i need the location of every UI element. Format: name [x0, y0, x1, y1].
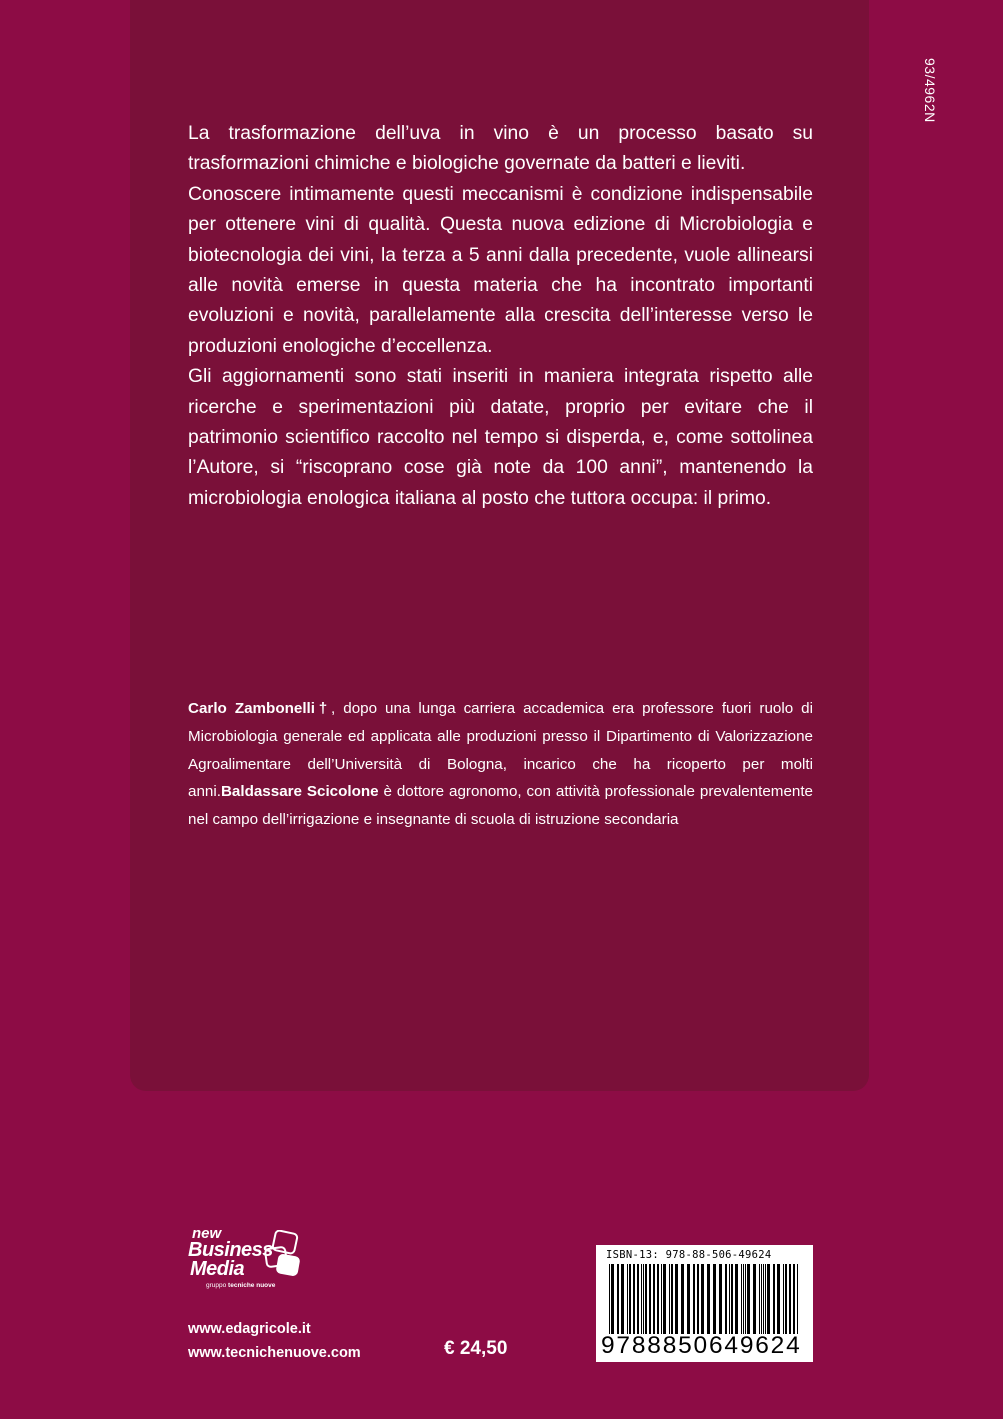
barcode-bar	[693, 1264, 695, 1334]
logo-tagline	[206, 1282, 275, 1290]
barcode-bar	[753, 1264, 756, 1334]
barcode-bar	[611, 1264, 614, 1334]
barcode-bar	[763, 1264, 764, 1334]
logo-text-new: new	[192, 1225, 222, 1242]
description-paragraph-1: La trasformazione dell’uva in vino è un processo basato su trasformazioni chimiche e biologiche governate da batteri e lieviti.	[188, 123, 813, 175]
barcode-bar	[729, 1264, 730, 1334]
barcode-box	[596, 1245, 813, 1362]
barcode-bar	[609, 1264, 610, 1334]
barcode-bar	[713, 1264, 716, 1334]
barcode-bar	[747, 1264, 750, 1334]
barcode-bar	[797, 1264, 798, 1334]
barcode-bar	[725, 1264, 727, 1334]
barcode-bar	[637, 1264, 639, 1334]
barcode-bar	[649, 1264, 651, 1334]
barcode-bar	[633, 1264, 635, 1334]
catalog-code: 93/4962N	[922, 58, 938, 123]
barcode-bar	[629, 1264, 631, 1334]
barcode-bar	[627, 1264, 628, 1334]
author-bios	[188, 695, 813, 834]
barcode-bar	[759, 1264, 760, 1334]
barcode-bar	[719, 1264, 722, 1334]
barcode-bar	[697, 1264, 699, 1334]
logo-text-media: Media	[190, 1258, 245, 1280]
website-tecnichenuove[interactable]: www.tecnichenuove.com	[188, 1345, 361, 1361]
barcode-bar	[785, 1264, 787, 1334]
barcode-bar	[671, 1264, 673, 1334]
author1-name: Carlo Zambonelli†	[188, 700, 332, 717]
barcode-bar	[707, 1264, 710, 1334]
publisher-websites	[188, 1317, 361, 1365]
barcode-bar	[741, 1264, 742, 1334]
website-edagricole[interactable]: www.edagricole.it	[188, 1321, 311, 1337]
barcode-bar	[767, 1264, 770, 1334]
author2-bio: è dottore agronomo, con attività professionale prevalentemente nel campo dell’irrigazione e insegnante di scuola di istruzione secondaria	[188, 783, 814, 829]
barcode-bar	[773, 1264, 775, 1334]
barcode-bar	[687, 1264, 690, 1334]
logo-tagline-bold: tecniche nuove	[228, 1282, 276, 1289]
barcode-bar	[789, 1264, 791, 1334]
barcode-bar	[765, 1264, 766, 1334]
barcode-bar	[681, 1264, 684, 1334]
barcode-bar	[657, 1264, 659, 1334]
barcode-bar	[669, 1264, 670, 1334]
description-paragraph-2: Conoscere intimamente questi meccanismi è condizione indispensabile per ottenere vini di qualità. Questa nuova edizione di Microbiologia e biotecnologia dei vini, la terza a 5 anni dalla precedente, vuole allinearsi alle novità emerse in questa materia che ha incontrato importanti evoluzioni e novità, parallelamente alla crescita dell’interesse verso le produzioni enologiche d’eccellenza.	[188, 183, 813, 357]
barcode-bar	[745, 1264, 746, 1334]
logo-tagline-prefix: gruppo	[206, 1282, 229, 1289]
publisher-logo	[188, 1226, 318, 1296]
description-paragraph-3: Gli aggiornamenti sono stati inseriti in maniera integrata rispetto alle ricerche e sperimentazioni più datate, proprio per evitare che il patrimonio scientifico raccolto nel tempo si disperda, e, come sottolinea l’Autore, si “riscoprano cose già note da 100 anni”, mantenendo la microbiologia enologica italiana al posto che tuttora occupa: il primo.	[188, 366, 813, 509]
barcode-bar	[617, 1264, 619, 1334]
barcode-bar	[735, 1264, 738, 1334]
barcode-bar	[675, 1264, 678, 1334]
ean-number: 9788850649624	[601, 1332, 802, 1359]
barcode-bar	[643, 1264, 644, 1334]
barcode-bar	[793, 1264, 795, 1334]
barcode-bar	[783, 1264, 784, 1334]
barcode-bar	[653, 1264, 655, 1334]
barcode-bars	[609, 1264, 801, 1334]
barcode-bar	[663, 1264, 666, 1334]
barcode-bar	[761, 1264, 762, 1334]
author1-bio: , dopo una lunga carriera accademica era professore fuori ruolo di Microbiologia generale ed applicata alle produzioni presso il Dipartimento di Valorizzazione Agroalimentare dell’Università di Bologna, incarico che ha ricoperto per molti anni.	[188, 700, 813, 801]
author2-name: Baldassare Scicolone	[220, 783, 379, 801]
book-description	[188, 119, 813, 514]
barcode-bar	[777, 1264, 780, 1334]
barcode-bar	[645, 1264, 647, 1334]
barcode-bar	[661, 1264, 662, 1334]
price-label: € 24,50	[444, 1338, 508, 1359]
isbn-label: ISBN-13: 978-88-506-49624	[606, 1249, 772, 1261]
barcode-bar	[731, 1264, 733, 1334]
logo-text-business: Business	[188, 1239, 273, 1261]
barcode-bar	[743, 1264, 744, 1334]
barcode-bar	[621, 1264, 624, 1334]
barcode-bar	[641, 1264, 642, 1334]
barcode-bar	[701, 1264, 704, 1334]
